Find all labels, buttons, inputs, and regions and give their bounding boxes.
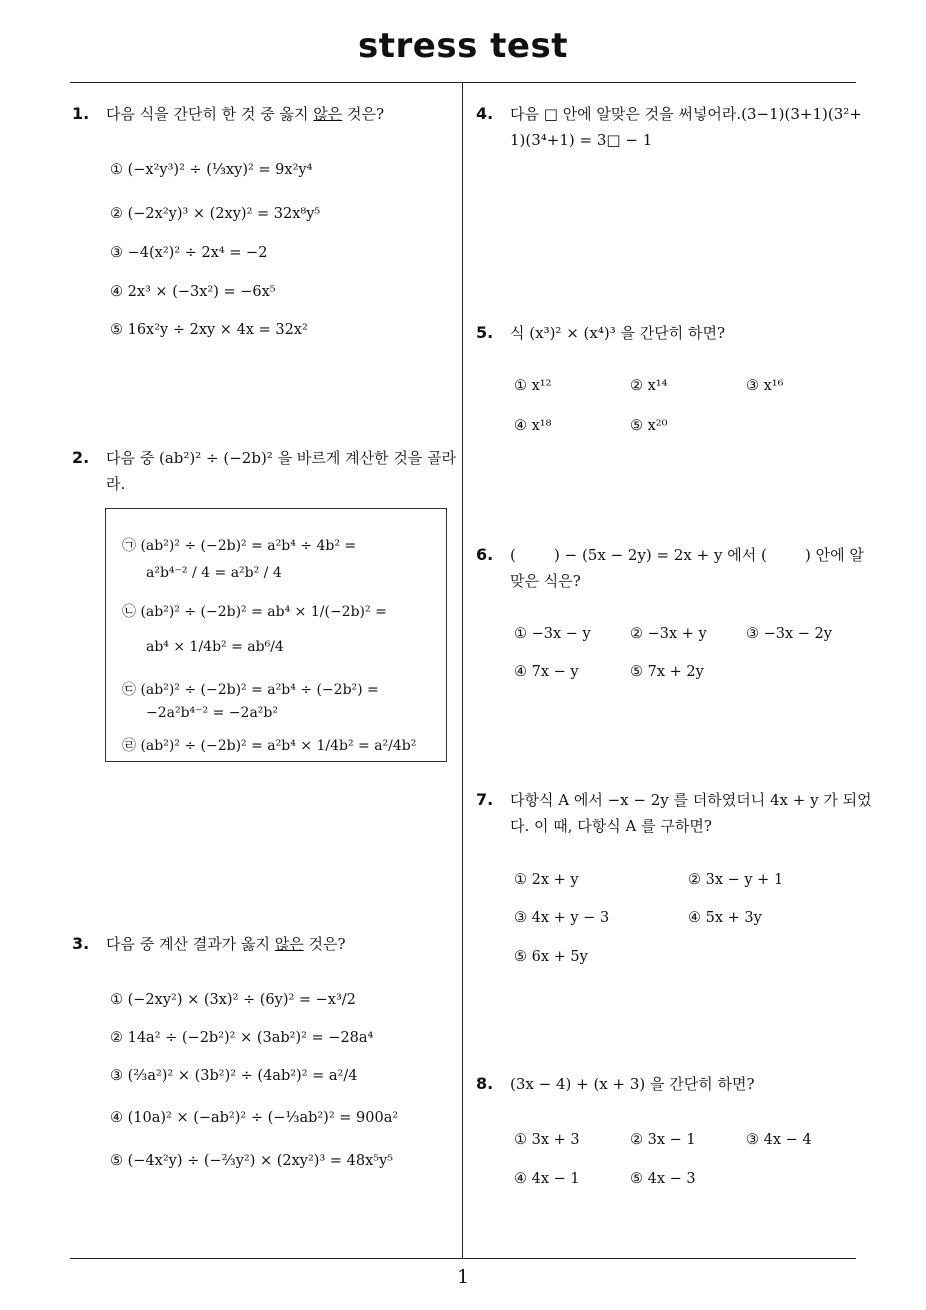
bottom-rule [70,1258,856,1259]
option-3[interactable]: ③ 4x − 4 [746,1132,812,1148]
choice-box [105,508,447,762]
question-text: 다항식 A 에서 −x − 2y 를 더하였더니 4x + y 가 되었 [510,791,872,809]
question-number: 4. [476,104,494,123]
box-line: ㉠ (ab²)² ÷ (−2b)² = a²b⁴ ÷ 4b² = [122,538,357,554]
box-line: a²b⁴⁻² / 4 = a²b² / 4 [146,565,282,581]
question-text: 다음 □ 안에 알맞은 것을 써넣어라.(3−1)(3+1)(3²+ [510,105,862,123]
option-2[interactable]: ② x¹⁴ [630,378,668,394]
question-text: ( ) − (5x − 2y) = 2x + y 에서 ( ) 안에 알 [510,546,864,564]
option-4[interactable]: ④ 5x + 3y [688,910,762,926]
option-1[interactable]: ① 3x + 3 [514,1132,580,1148]
question-number: 7. [476,790,494,809]
option-2[interactable]: ② 3x − y + 1 [688,872,784,888]
option-1[interactable]: ① 2x + y [514,872,579,888]
question-number: 5. [476,323,494,342]
option-5[interactable]: ⑤ 6x + 5y [514,949,588,965]
option-5[interactable]: ⑤ 7x + 2y [630,664,704,680]
question-number: 2. [72,448,90,467]
option-1[interactable]: ① (−x²y³)² ÷ (⅓xy)² = 9x²y⁴ [110,162,313,178]
option-1[interactable]: ① x¹² [514,378,552,394]
option-4[interactable]: ④ x¹⁸ [514,418,552,434]
question-text: 다음 중 계산 결과가 옳지 않은 것은? [106,935,346,953]
page-title: stress test [358,26,568,66]
box-line: −2a²b⁴⁻² = −2a²b² [146,705,278,721]
box-line: ab⁴ × 1/4b² = ab⁶/4 [146,639,284,655]
option-4[interactable]: ④ 4x − 1 [514,1171,580,1187]
option-1[interactable]: ① −3x − y [514,626,591,642]
question-text-cont: 다. 이 때, 다항식 A 를 구하면? [510,817,712,835]
option-3[interactable]: ③ −4(x²)² ÷ 2x⁴ = −2 [110,245,268,261]
question-text: 다음 식을 간단히 한 것 중 옳지 않은 것은? [106,105,385,123]
option-5[interactable]: ⑤ 4x − 3 [630,1171,696,1187]
option-5[interactable]: ⑤ 16x²y ÷ 2xy × 4x = 32x² [110,322,308,338]
option-3[interactable]: ③ −3x − 2y [746,626,832,642]
question-text: 다음 중 (ab²)² ÷ (−2b)² 을 바르게 계산한 것을 골라 [106,449,457,467]
question-text-cont: 1)(3⁴+1) = 3□ − 1 [510,131,653,149]
option-2[interactable]: ② −3x + y [630,626,707,642]
option-2[interactable]: ② 14a² ÷ (−2b²)² × (3ab²)² = −28a⁴ [110,1030,374,1046]
option-1[interactable]: ① (−2xy²) × (3x)² ÷ (6y)² = −x³/2 [110,992,356,1008]
column-divider [462,83,463,1258]
question-number: 8. [476,1074,494,1093]
option-3[interactable]: ③ x¹⁶ [746,378,784,394]
option-4[interactable]: ④ 2x³ × (−3x²) = −6x⁵ [110,284,276,300]
question-text-cont: 맞은 식은? [510,572,581,590]
question-number: 6. [476,545,494,564]
question-text-cont: 라. [106,475,126,493]
option-2[interactable]: ② (−2x²y)³ × (2xy)² = 32x⁸y⁵ [110,206,321,222]
option-3[interactable]: ③ 4x + y − 3 [514,910,610,926]
box-line: ㉢ (ab²)² ÷ (−2b)² = a²b⁴ ÷ (−2b²) = [122,682,379,698]
question-text: 식 (x³)² × (x⁴)³ 을 간단히 하면? [510,324,726,342]
box-line: ㉣ (ab²)² ÷ (−2b)² = a²b⁴ × 1/4b² = a²/4b² [122,738,417,754]
option-3[interactable]: ③ (⅔a²)² × (3b²)² ÷ (4ab²)² = a²/4 [110,1068,358,1084]
question-text: (3x − 4) + (x + 3) 을 간단히 하면? [510,1075,755,1093]
option-2[interactable]: ② 3x − 1 [630,1132,696,1148]
option-4[interactable]: ④ 7x − y [514,664,579,680]
question-number: 1. [72,104,90,123]
option-5[interactable]: ⑤ (−4x²y) ÷ (−⅔y²) × (2xy²)³ = 48x⁵y⁵ [110,1153,394,1169]
option-5[interactable]: ⑤ x²⁰ [630,418,668,434]
page-number: 1 [456,1266,470,1288]
box-line: ㉡ (ab²)² ÷ (−2b)² = ab⁴ × 1/(−2b)² = [122,604,387,620]
question-number: 3. [72,934,90,953]
top-rule [70,82,856,83]
option-4[interactable]: ④ (10a)² × (−ab²)² ÷ (−⅓ab²)² = 900a² [110,1110,399,1126]
